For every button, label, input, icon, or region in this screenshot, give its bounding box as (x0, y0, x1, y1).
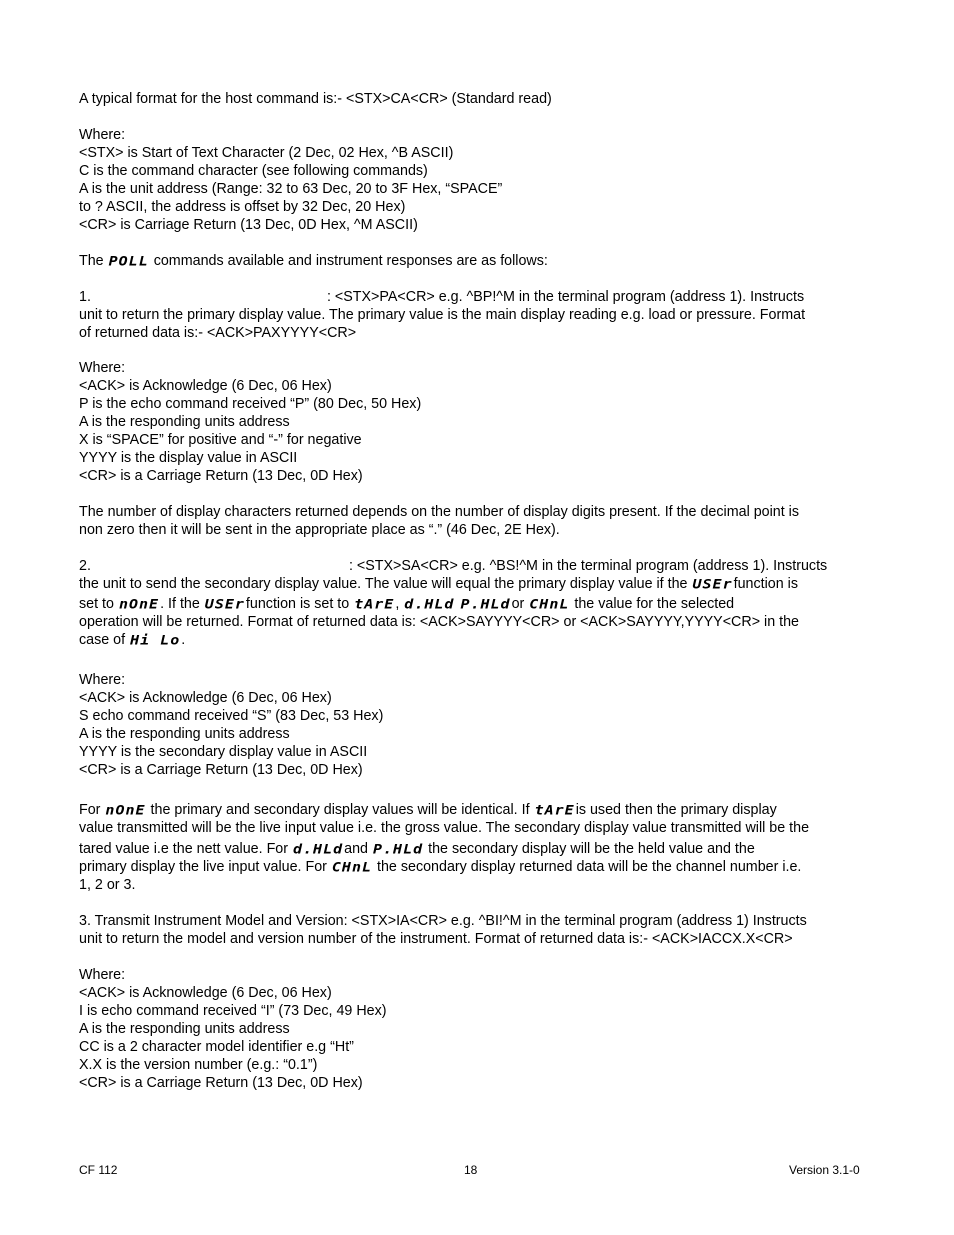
text-line: unit to return the model and version number of the instrument. Format of returned data is:- <ACK>IACCX.X<CR> (79, 931, 793, 947)
text-span: the secondary display will be the held value and the (424, 841, 755, 857)
text-span: or (511, 596, 529, 612)
text-line: X.X is the version number (e.g.: “0.1”) (79, 1057, 318, 1073)
none-display-segment: nOnE (118, 595, 160, 613)
user-display-segment: USEr (204, 595, 245, 613)
text-span: set to (79, 596, 118, 612)
tare-display-segment: tArE (534, 801, 575, 819)
text-line: YYYY is the secondary display value in ASCII (79, 744, 368, 760)
text-line: of returned data is:- <ACK>PAXYYYY<CR> (79, 325, 357, 341)
text-line: Where: (79, 127, 126, 143)
text-span: : <STX>SA<CR> e.g. ^BS!^M in the terminal program (address 1). Instructs (348, 558, 828, 574)
text-line: value transmitted will be the live input value i.e. the gross value. The secondary display value transmitted will be the (79, 820, 810, 836)
text-span: . If the (160, 596, 204, 612)
text-line: <ACK> is Acknowledge (6 Dec, 06 Hex) (79, 378, 332, 394)
text-line (79, 631, 185, 649)
text-span: primary display the live input value. For (79, 859, 331, 875)
text-span: is used then the primary display (575, 802, 777, 818)
hilo-display-segment: Hi Lo (130, 631, 181, 649)
text-line: Where: (79, 672, 126, 688)
text-span: case of (79, 632, 130, 648)
text-span: function is (733, 576, 798, 592)
text-line: <ACK> is Acknowledge (6 Dec, 06 Hex) (79, 690, 332, 706)
text-span: the secondary display returned data will be the channel number i.e. (373, 859, 802, 875)
text-span: For (79, 802, 105, 818)
text-span: and (344, 841, 372, 857)
phld-display-segment: P.HLd (372, 840, 424, 858)
text-line: A typical format for the host command is:- <STX>CA<CR> (Standard read) (79, 91, 552, 107)
text-line: A is the responding units address (79, 414, 290, 430)
poll-display-segment: POLL (108, 252, 149, 270)
text-line: Where: (79, 360, 126, 376)
text-line: The number of display characters returned depends on the number of display digits present. If the decimal point is (79, 504, 800, 520)
text-line: X is “SPACE” for positive and “-” for negative (79, 432, 362, 448)
chnl-display-segment: CHnL (331, 858, 373, 876)
dhld-display-segment: d.HLd (404, 595, 455, 613)
text-line: CC is a 2 character model identifier e.g “Ht” (79, 1039, 354, 1055)
text-line (79, 801, 777, 819)
text-line: <STX> is Start of Text Character (2 Dec, 02 Hex, ^B ASCII) (79, 145, 454, 161)
text-line: I is echo command received “I” (73 Dec, 49 Hex) (79, 1003, 387, 1019)
text-line: unit to return the primary display value. The primary value is the main display reading e.g. load or pressure. Format (79, 307, 806, 323)
text-line (79, 595, 734, 613)
text-span: the value for the selected (570, 596, 735, 612)
text-line: to ? ASCII, the address is offset by 32 Dec, 20 Hex) (79, 199, 406, 215)
text-span: the primary and secondary display values will be identical. If (146, 802, 534, 818)
text-line: <CR> is a Carriage Return (13 Dec, 0D Hex) (79, 1075, 363, 1091)
text-line: <CR> is a Carriage Return (13 Dec, 0D Hex) (79, 468, 363, 484)
text-span: . (181, 632, 186, 648)
text-span: tared value i.e the nett value. For (79, 841, 292, 857)
dhld-display-segment: d.HLd (293, 840, 344, 858)
text-line: A is the responding units address (79, 726, 290, 742)
footer-version: Version 3.1-0 (789, 1163, 860, 1177)
text-line: <CR> is Carriage Return (13 Dec, 0D Hex, ^M ASCII) (79, 217, 418, 233)
text-span: : <STX>PA<CR> e.g. ^BP!^M in the terminal program (address 1). Instructs (326, 289, 805, 305)
chnl-display-segment: CHnL (529, 595, 570, 613)
item-1-heading (79, 288, 804, 306)
text-line (79, 575, 798, 593)
text-line: A is the responding units address (79, 1021, 290, 1037)
text-line: P is the echo command received “P” (80 Dec, 50 Hex) (79, 396, 422, 412)
text-span (455, 596, 459, 612)
item-2-heading (79, 557, 827, 575)
text-line: <CR> is a Carriage Return (13 Dec, 0D Hex) (79, 762, 363, 778)
text-line: C is the command character (see following commands) (79, 163, 428, 179)
footer-doc-id: CF 112 (79, 1163, 118, 1177)
text-line: S echo command received “S” (83 Dec, 53 Hex) (79, 708, 384, 724)
text-line: <ACK> is Acknowledge (6 Dec, 06 Hex) (79, 985, 332, 1001)
text-span: commands available and instrument responses are as follows: (149, 253, 548, 269)
text-span: , (395, 596, 404, 612)
text-span: The (79, 253, 108, 269)
text-line: operation will be returned. Format of returned data is: <ACK>SAYYYY<CR> or <ACK>SAYYYY,YYYY<CR> in the (79, 614, 799, 630)
item-number: 1. (79, 289, 91, 305)
text-line: YYYY is the display value in ASCII (79, 450, 298, 466)
footer-page-number: 18 (464, 1163, 478, 1177)
text-line: non zero then it will be sent in the appropriate place as “.” (46 Dec, 2E Hex). (79, 522, 560, 538)
text-line: Where: (79, 967, 126, 983)
item-number: 2. (79, 558, 91, 574)
text-line (79, 840, 755, 858)
text-span: the unit to send the secondary display value. The value will equal the primary display value if the (79, 576, 692, 592)
text-span: function is set to (245, 596, 354, 612)
text-line (79, 858, 801, 876)
none-display-segment: nOnE (105, 801, 146, 819)
user-display-segment: USEr (692, 575, 733, 593)
text-line: 1, 2 or 3. (79, 877, 136, 893)
text-line: A is the unit address (Range: 32 to 63 Dec, 20 to 3F Hex, “SPACE” (79, 181, 503, 197)
poll-intro-line (79, 252, 548, 270)
phld-display-segment: P.HLd (460, 595, 511, 613)
tare-display-segment: tArE (354, 595, 395, 613)
text-line: 3. Transmit Instrument Model and Version: <STX>IA<CR> e.g. ^BI!^M in the terminal program (address 1) Instructs (79, 913, 807, 929)
